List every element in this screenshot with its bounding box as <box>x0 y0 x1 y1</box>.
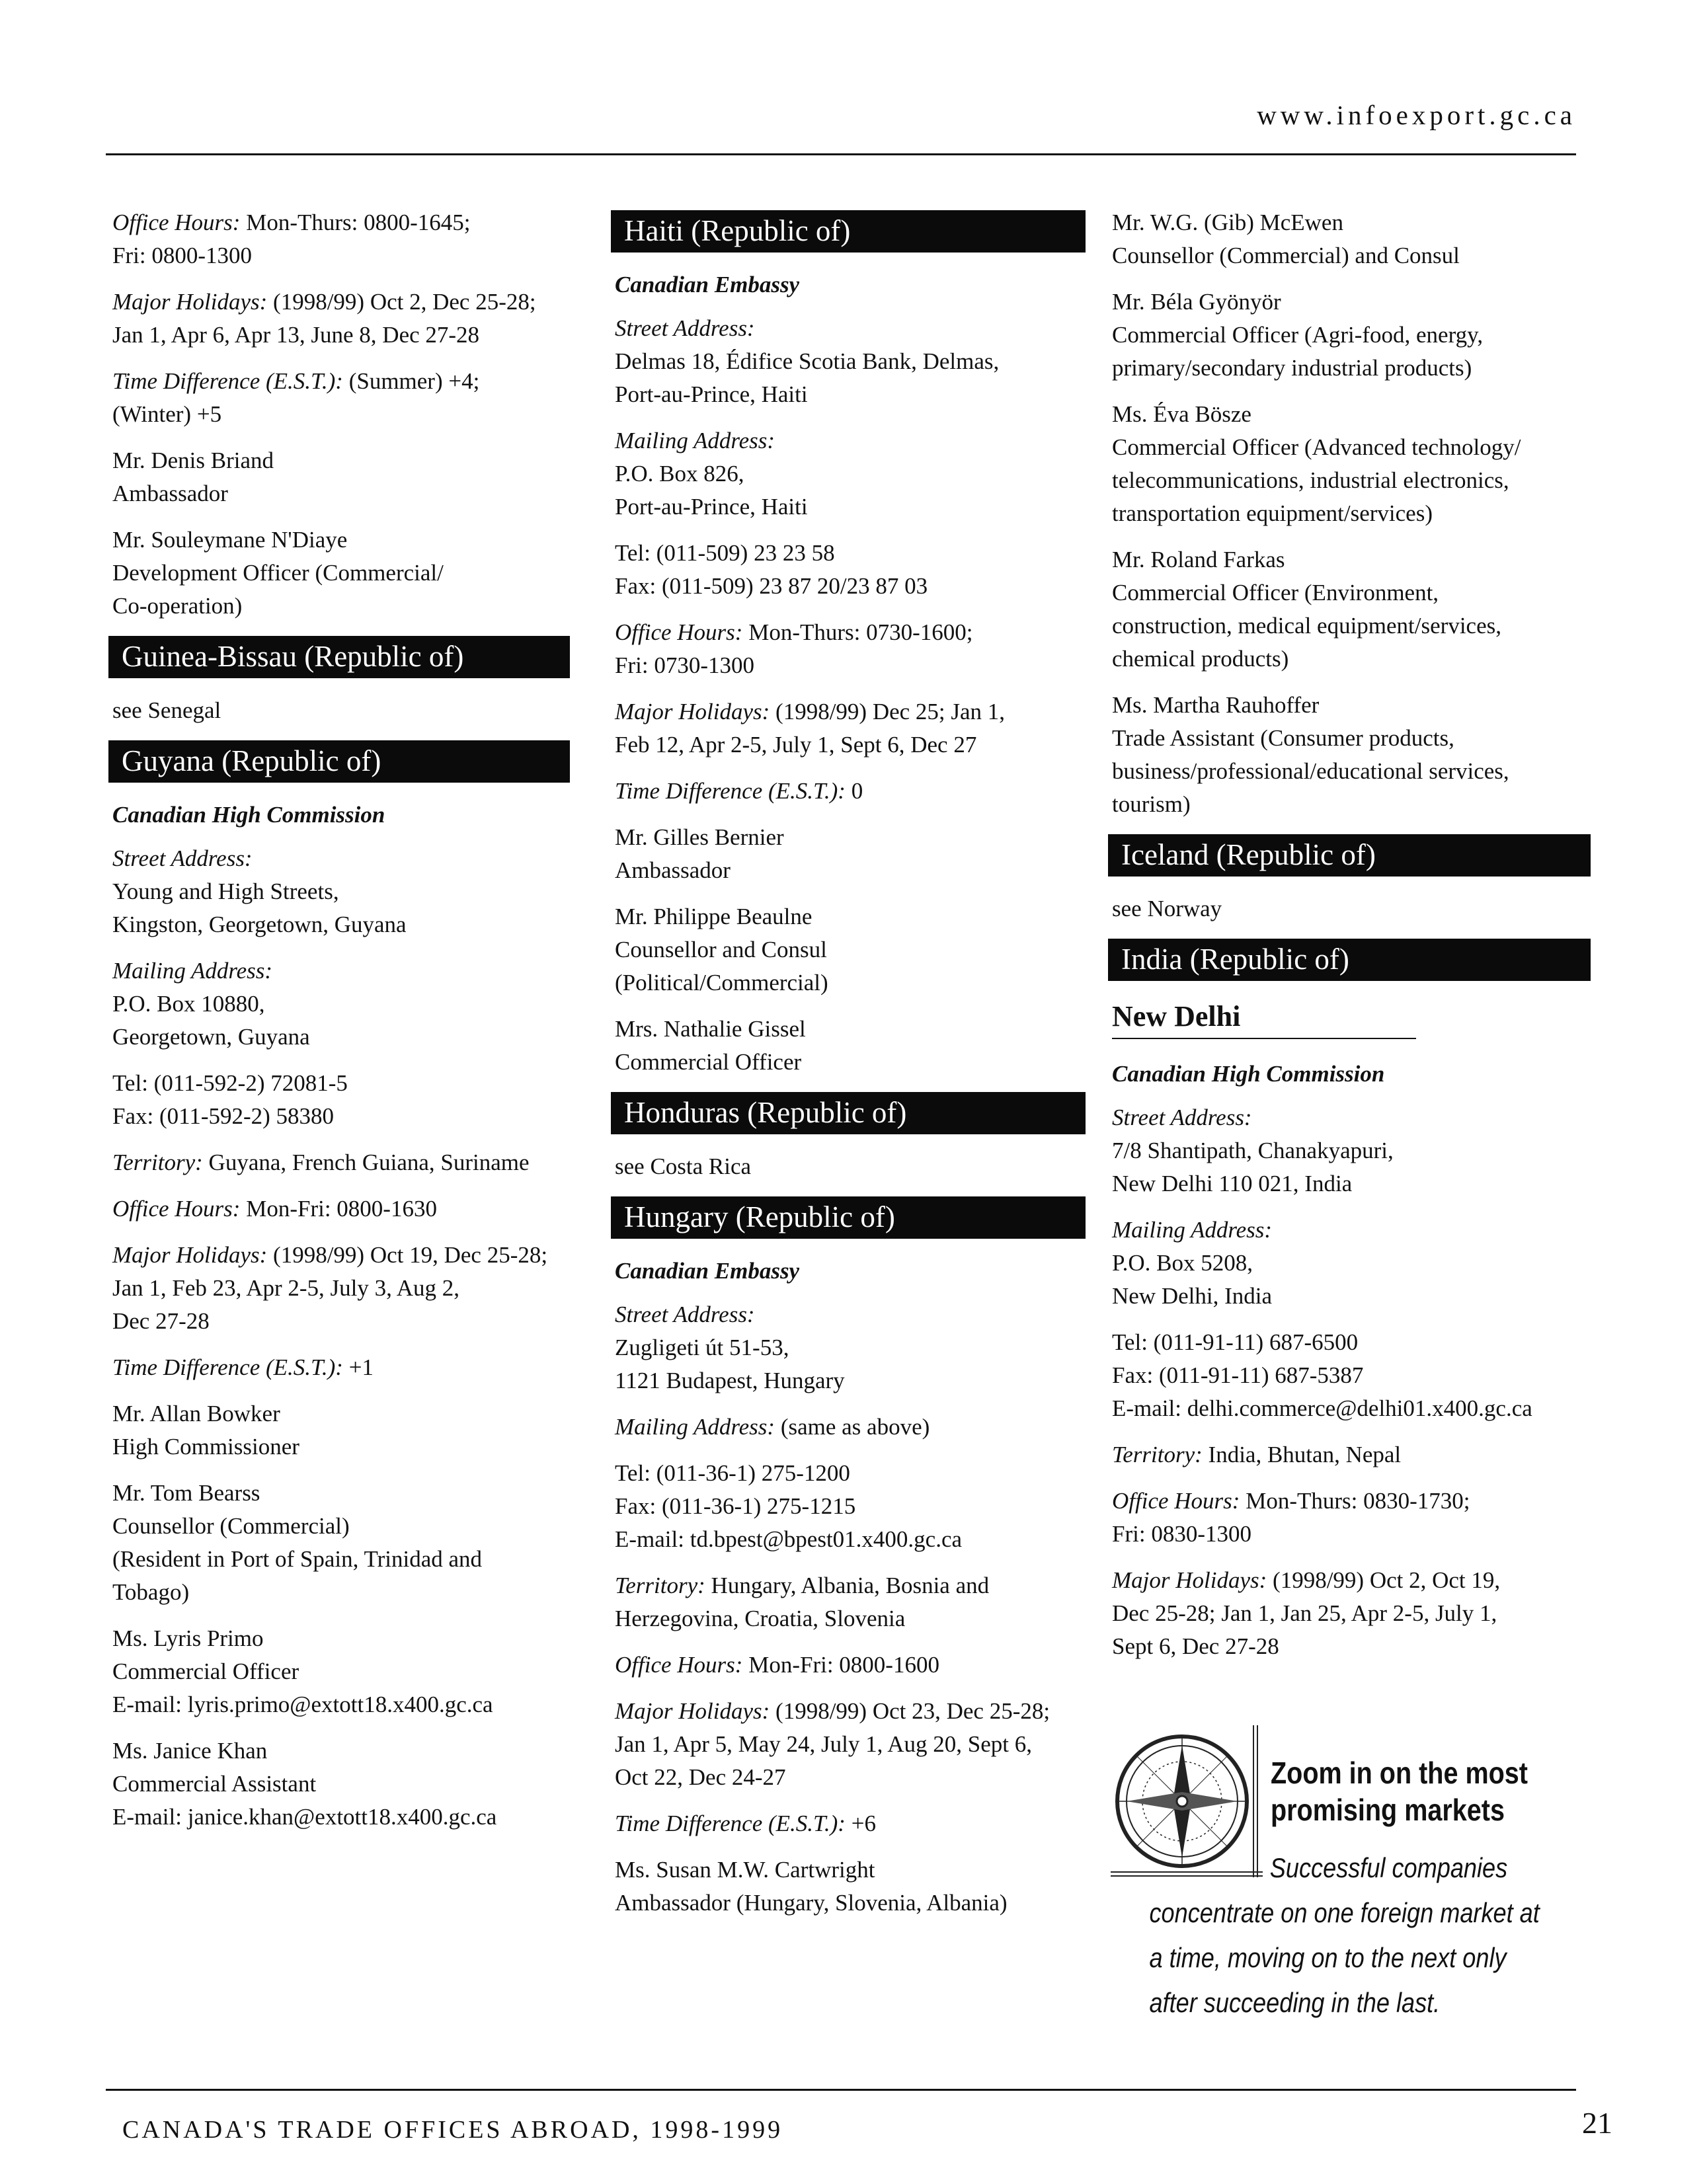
phone-fax <box>1112 1326 1595 1425</box>
mission-type: Canadian High Commission <box>112 802 385 828</box>
publication-title: CANADA'S TRADE OFFICES ABROAD, 1998-1999 <box>122 2116 783 2144</box>
person-email: E-mail: janice.khan@extott18.x400.gc.ca <box>112 1804 497 1830</box>
holidays-value: (1998/99) Oct 23, Dec 25-28; <box>770 1698 1051 1724</box>
country-heading-guinea-bissau: Guinea-Bissau (Republic of) <box>108 636 570 678</box>
time-value: 0 <box>845 778 863 804</box>
contact-person <box>1112 206 1595 272</box>
street-address <box>112 842 588 941</box>
time-value: +1 <box>342 1354 374 1380</box>
office-hours-value: Mon-Thurs: 0830-1730; <box>1240 1488 1470 1514</box>
mission-type: Canadian High Commission <box>1112 1061 1385 1087</box>
contact-person <box>1112 689 1595 821</box>
contact-person <box>1112 398 1595 530</box>
mailing-label: Mailing Address: <box>1112 1217 1273 1243</box>
holidays-label: Major Holidays: <box>112 289 268 315</box>
street-line: Young and High Streets, <box>112 878 339 904</box>
fax: Fax: (011-509) 23 87 20/23 87 03 <box>615 573 928 599</box>
office-hours <box>112 1192 588 1226</box>
territory-value: Guyana, French Guiana, Suriname <box>202 1150 530 1175</box>
footer-rule <box>106 2089 1576 2091</box>
contact-person <box>112 1622 588 1721</box>
person-title: Commercial Officer (Agri-food, energy, <box>1112 322 1484 348</box>
person-title: Ambassador (Hungary, Slovenia, Albania) <box>615 1890 1008 1916</box>
office-hours <box>615 616 1091 682</box>
street-address <box>615 312 1091 411</box>
territory-value: Hungary, Albania, Bosnia and <box>705 1573 990 1598</box>
street-line: 1121 Budapest, Hungary <box>615 1368 845 1393</box>
street-address <box>615 1298 1091 1397</box>
time-label: Time Difference (E.S.T.): <box>615 1811 846 1836</box>
person-name: Mr. Denis Briand <box>112 448 274 473</box>
person-name: Mr. Souleymane N'Diaye <box>112 527 348 553</box>
person-title: telecommunications, industrial electronics, <box>1112 467 1509 493</box>
person-name: Ms. Éva Bösze <box>1112 401 1251 427</box>
contact-person <box>112 444 588 510</box>
holidays-value-2: Jan 1, Apr 6, Apr 13, June 8, Dec 27-28 <box>112 322 480 348</box>
country-heading-haiti: Haiti (Republic of) <box>611 210 1086 253</box>
time-label: Time Difference (E.S.T.): <box>112 368 343 394</box>
office-hours-value-2: Fri: 0730-1300 <box>615 652 754 678</box>
see-reference: see Norway <box>1112 896 1222 921</box>
phone-fax <box>615 537 1091 603</box>
contact-person <box>1112 543 1595 676</box>
time-difference <box>112 365 588 431</box>
mailing-line: P.O. Box 826, <box>615 461 744 487</box>
person-title: Ambassador <box>112 481 228 506</box>
person-title: transportation equipment/services) <box>1112 500 1433 526</box>
person-title: Counsellor (Commercial) and Consul <box>1112 243 1460 268</box>
street-label: Street Address: <box>112 845 253 871</box>
mailing-line: New Delhi, India <box>1112 1283 1273 1309</box>
territory-label: Territory: <box>112 1150 203 1175</box>
person-name: Mr. Tom Bearss <box>112 1480 260 1506</box>
time-label: Time Difference (E.S.T.): <box>112 1354 343 1380</box>
person-title: business/professional/educational services, <box>1112 758 1509 784</box>
time-difference <box>615 775 1091 808</box>
time-value: +6 <box>845 1811 876 1836</box>
header-rule <box>106 153 1576 155</box>
tel: Tel: (011-509) 23 23 58 <box>615 540 835 566</box>
person-name: Mr. Roland Farkas <box>1112 547 1285 572</box>
major-holidays <box>1112 1564 1595 1663</box>
promo-heading-line: promising markets <box>1271 1793 1505 1827</box>
holidays-value: (1998/99) Oct 19, Dec 25-28; <box>267 1242 548 1268</box>
site-url: www.infoexport.gc.ca <box>1257 100 1576 130</box>
mailing-line: P.O. Box 10880, <box>112 991 265 1017</box>
office-hours-value: Mon-Thurs: 0730-1600; <box>742 619 973 645</box>
street-line: Port-au-Prince, Haiti <box>615 381 808 407</box>
person-title: Commercial Officer <box>112 1658 299 1684</box>
promo-box <box>1111 1725 1593 2036</box>
country-heading-iceland: Iceland (Republic of) <box>1108 834 1591 877</box>
person-name: Ms. Lyris Primo <box>112 1625 264 1651</box>
person-name: Mrs. Nathalie Gissel <box>615 1016 806 1042</box>
contact-person <box>615 821 1091 887</box>
person-title: Ambassador <box>615 857 731 883</box>
time-label: Time Difference (E.S.T.): <box>615 778 846 804</box>
contact-person <box>112 1735 588 1834</box>
territory <box>112 1146 588 1179</box>
mailing-line: Georgetown, Guyana <box>112 1024 310 1050</box>
holidays-value: (1998/99) Oct 2, Dec 25-28; <box>267 289 536 315</box>
holidays-value-3: Oct 22, Dec 24-27 <box>615 1764 786 1790</box>
major-holidays <box>112 1239 588 1338</box>
territory-value-2: Herzegovina, Croatia, Slovenia <box>615 1606 906 1631</box>
office-hours <box>1112 1485 1595 1551</box>
person-title: High Commissioner <box>112 1434 299 1460</box>
promo-heading <box>1271 1754 1544 1828</box>
promo-body-line: a time, moving on to the next only <box>1149 1942 1507 1973</box>
contact-person <box>615 1013 1091 1079</box>
column-3 <box>1112 206 1595 1676</box>
major-holidays <box>112 286 588 352</box>
tel: Tel: (011-36-1) 275-1200 <box>615 1460 850 1486</box>
office-hours-label: Office Hours: <box>1112 1488 1240 1514</box>
person-name: Mr. Allan Bowker <box>112 1401 280 1426</box>
street-label: Street Address: <box>1112 1105 1252 1130</box>
city-heading: New Delhi <box>1112 998 1416 1039</box>
contact-person <box>615 1853 1091 1920</box>
person-name: Mr. Philippe Beaulne <box>615 904 813 929</box>
territory-label: Territory: <box>615 1573 705 1598</box>
mailing-label: Mailing Address: <box>615 1414 775 1440</box>
mailing-address <box>615 1411 1091 1444</box>
person-name: Mr. Gilles Bernier <box>615 824 784 850</box>
office-hours <box>615 1649 1091 1682</box>
person-title: Development Officer (Commercial/ <box>112 560 444 586</box>
promo-body-line: after succeeding in the last. <box>1149 1987 1441 2018</box>
contact-person <box>112 524 588 623</box>
holidays-value-2: Feb 12, Apr 2-5, July 1, Sept 6, Dec 27 <box>615 732 977 758</box>
office-hours-label: Office Hours: <box>112 1196 241 1222</box>
office-hours-label: Office Hours: <box>112 210 241 235</box>
contact-person <box>615 900 1091 999</box>
territory-value: India, Bhutan, Nepal <box>1202 1442 1402 1467</box>
tel: Tel: (011-592-2) 72081-5 <box>112 1070 348 1096</box>
mailing-label: Mailing Address: <box>112 958 273 984</box>
mission-type: Canadian Embassy <box>615 1258 800 1284</box>
time-difference <box>112 1351 588 1384</box>
person-title: Commercial Officer <box>615 1049 802 1075</box>
person-title: Trade Assistant (Consumer products, <box>1112 725 1454 751</box>
office-hours-value-2: Fri: 0830-1300 <box>1112 1521 1251 1547</box>
person-title: (Political/Commercial) <box>615 970 828 995</box>
email: E-mail: td.bpest@bpest01.x400.gc.ca <box>615 1526 963 1552</box>
mailing-address <box>112 955 588 1054</box>
person-name: Ms. Susan M.W. Cartwright <box>615 1857 875 1883</box>
street-label: Street Address: <box>615 315 755 341</box>
holidays-value-2: Dec 25-28; Jan 1, Jan 25, Apr 2-5, July 1, <box>1112 1600 1497 1626</box>
promo-body-line: Successful companies <box>1269 1852 1508 1883</box>
holidays-value-2: Jan 1, Apr 5, May 24, July 1, Aug 20, Sept 6, <box>615 1731 1032 1757</box>
time-value: (Summer) +4; <box>342 368 480 394</box>
time-value-2: (Winter) +5 <box>112 401 222 427</box>
street-line: Kingston, Georgetown, Guyana <box>112 912 407 937</box>
see-reference: see Costa Rica <box>615 1153 752 1179</box>
fax: Fax: (011-91-11) 687-5387 <box>1112 1362 1364 1388</box>
holidays-value-3: Dec 27-28 <box>112 1308 210 1334</box>
phone-fax <box>615 1457 1091 1556</box>
person-title: Commercial Officer (Environment, <box>1112 580 1439 605</box>
territory <box>615 1569 1091 1635</box>
fax: Fax: (011-36-1) 275-1215 <box>615 1493 856 1519</box>
major-holidays <box>615 1695 1091 1794</box>
holidays-label: Major Holidays: <box>112 1242 268 1268</box>
country-heading-india: India (Republic of) <box>1108 939 1591 981</box>
territory-label: Territory: <box>1112 1442 1203 1467</box>
office-hours-value-2: Fri: 0800-1300 <box>112 243 252 268</box>
time-difference <box>615 1807 1091 1840</box>
person-name: Ms. Janice Khan <box>112 1738 268 1764</box>
holidays-label: Major Holidays: <box>1112 1567 1267 1593</box>
street-line: New Delhi 110 021, India <box>1112 1171 1353 1196</box>
contact-person <box>112 1397 588 1463</box>
mailing-line: Port-au-Prince, Haiti <box>615 494 808 520</box>
holidays-value: (1998/99) Oct 2, Oct 19, <box>1267 1567 1501 1593</box>
holidays-label: Major Holidays: <box>615 1698 770 1724</box>
fax: Fax: (011-592-2) 58380 <box>112 1103 335 1129</box>
holidays-value-3: Sept 6, Dec 27-28 <box>1112 1633 1279 1659</box>
mailing-address <box>615 424 1091 524</box>
person-title: tourism) <box>1112 791 1191 817</box>
street-label: Street Address: <box>615 1302 755 1327</box>
street-line: 7/8 Shantipath, Chanakyapuri, <box>1112 1138 1394 1163</box>
person-title: Commercial Officer (Advanced technology/ <box>1112 434 1521 460</box>
mailing-label: Mailing Address: <box>615 428 775 453</box>
major-holidays <box>615 695 1091 761</box>
mailing-address <box>1112 1214 1595 1313</box>
person-title: Commercial Assistant <box>112 1771 317 1797</box>
person-title: Counsellor and Consul <box>615 937 827 962</box>
person-name: Ms. Martha Rauhoffer <box>1112 692 1320 718</box>
person-title: (Resident in Port of Spain, Trinidad and <box>112 1546 483 1572</box>
street-line: Zugligeti út 51-53, <box>615 1335 789 1360</box>
holidays-label: Major Holidays: <box>615 699 770 724</box>
promo-body-line: concentrate on one foreign market at <box>1149 1897 1540 1928</box>
person-title: Co-operation) <box>112 593 243 619</box>
page-number: 21 <box>1582 2106 1612 2140</box>
country-heading-honduras: Honduras (Republic of) <box>611 1092 1086 1134</box>
office-hours-label: Office Hours: <box>615 619 743 645</box>
office-hours-value: Mon-Fri: 0800-1600 <box>742 1652 939 1678</box>
person-title: Counsellor (Commercial) <box>112 1513 350 1539</box>
promo-body <box>1111 1846 1543 2025</box>
street-line: Delmas 18, Édifice Scotia Bank, Delmas, <box>615 348 1000 374</box>
country-heading-hungary: Hungary (Republic of) <box>611 1196 1086 1239</box>
holidays-value-2: Jan 1, Feb 23, Apr 2-5, July 3, Aug 2, <box>112 1275 459 1301</box>
column-1 <box>112 206 588 1847</box>
person-title: Tobago) <box>112 1579 190 1605</box>
contact-person <box>1112 286 1595 385</box>
person-title: construction, medical equipment/services, <box>1112 613 1501 639</box>
person-name: Mr. Béla Gyönyör <box>1112 289 1281 315</box>
person-name: Mr. W.G. (Gib) McEwen <box>1112 210 1343 235</box>
email: E-mail: delhi.commerce@delhi01.x400.gc.ca <box>1112 1395 1532 1421</box>
office-hours-value: Mon-Thurs: 0800-1645; <box>240 210 471 235</box>
mailing-line: (same as above) <box>775 1414 930 1440</box>
territory <box>1112 1438 1595 1471</box>
mailing-line: P.O. Box 5208, <box>1112 1250 1253 1276</box>
person-title: chemical products) <box>1112 646 1289 672</box>
street-address <box>1112 1101 1595 1200</box>
person-email: E-mail: lyris.primo@extott18.x400.gc.ca <box>112 1692 493 1717</box>
country-heading-guyana: Guyana (Republic of) <box>108 740 570 783</box>
person-title: primary/secondary industrial products) <box>1112 355 1472 381</box>
promo-heading-line: Zoom in on the most <box>1271 1756 1528 1790</box>
holidays-value: (1998/99) Dec 25; Jan 1, <box>770 699 1006 724</box>
see-reference: see Senegal <box>112 697 221 723</box>
office-hours-label: Office Hours: <box>615 1652 743 1678</box>
phone-fax <box>112 1067 588 1133</box>
tel: Tel: (011-91-11) 687-6500 <box>1112 1329 1359 1355</box>
office-hours-value: Mon-Fri: 0800-1630 <box>240 1196 437 1222</box>
mission-type: Canadian Embassy <box>615 272 800 297</box>
contact-person <box>112 1477 588 1609</box>
column-2 <box>615 210 1091 1933</box>
office-hours <box>112 206 588 272</box>
